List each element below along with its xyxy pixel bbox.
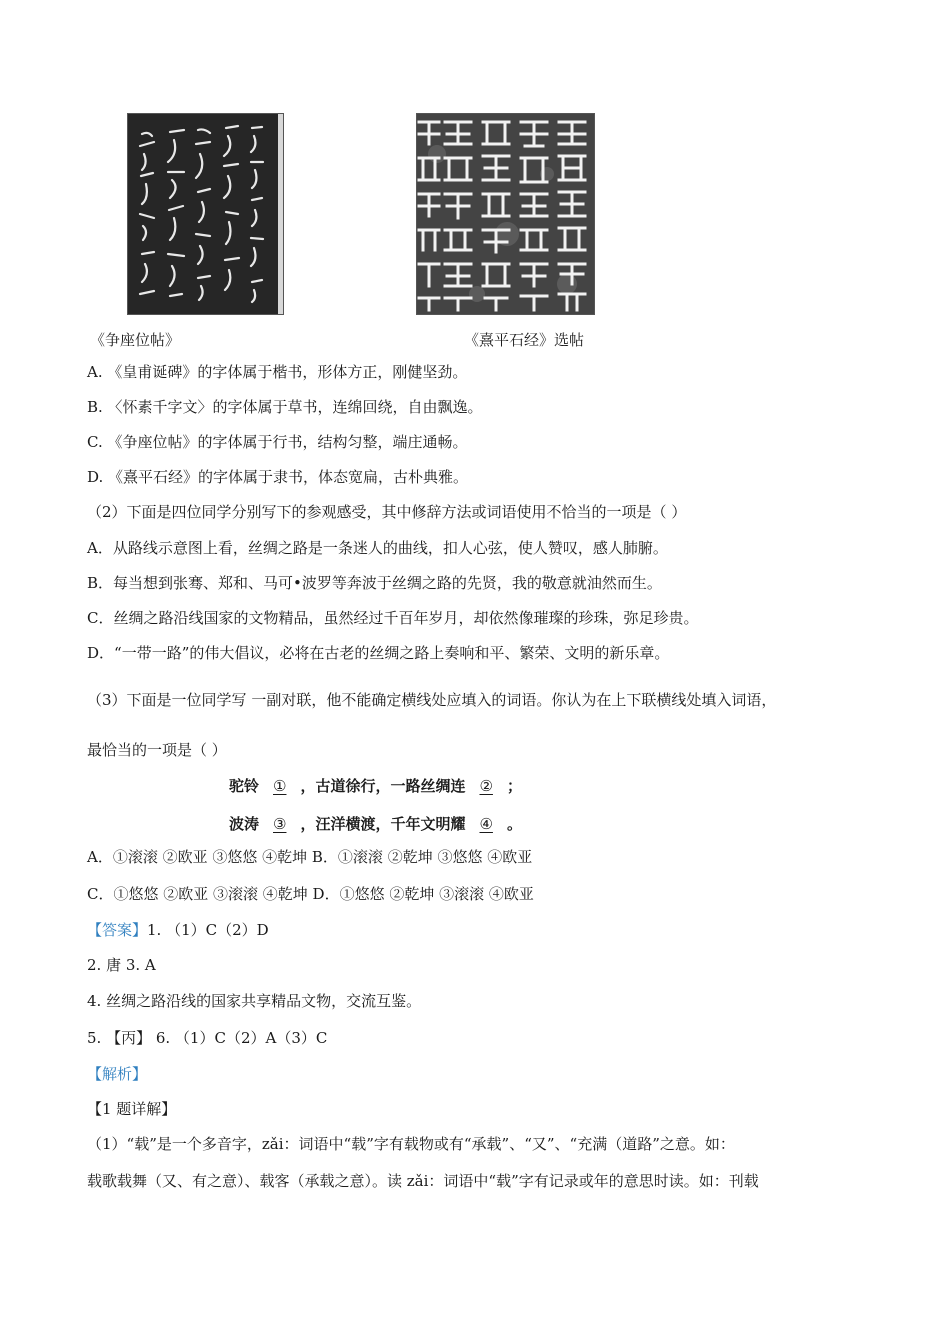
couplet-lower-line xyxy=(229,813,522,834)
q2-option-a: A．从路线示意图上看，丝绸之路是一条迷人的曲线，扣人心弦，使人赞叹，感人肺腑。 xyxy=(87,539,668,557)
calligraphy-image-zhengzuowei xyxy=(127,113,284,315)
analysis-label: 【解析】 xyxy=(87,1065,148,1083)
q1-option-b: B. 〈怀素千字文〉的字体属于草书，连绵回绕，自由飘逸。 xyxy=(87,398,483,416)
couplet-lower-part3: 。 xyxy=(506,815,522,833)
q3-stem-line2: 最恰当的一项是（ ） xyxy=(87,741,227,759)
answer-label: 【答案】 xyxy=(87,921,148,939)
answer-line4: 5. 【丙】 6. （1）C（2）A（3）C xyxy=(87,1029,328,1047)
couplet-upper-line xyxy=(229,775,522,796)
q2-option-d: D．“一带一路”的伟大倡议，必将在古老的丝绸之路上奏响和平、繁荣、文明的新乐章。 xyxy=(87,644,670,662)
couplet-upper-part3: ； xyxy=(506,777,522,795)
couplet-blank-4: ④ xyxy=(479,815,493,833)
figure-caption-left: 《争座位帖》 xyxy=(90,331,181,349)
couplet-blank-2: ② xyxy=(479,777,493,795)
couplet-blank-1: ① xyxy=(273,777,287,795)
q1-option-d: D. 《熹平石经》的字体属于隶书，体态宽扁，古朴典雅。 xyxy=(87,468,469,486)
analysis-title: 【1 题详解】 xyxy=(87,1100,177,1118)
q3-options-row2: C．①悠悠 ②欧亚 ③滚滚 ④乾坤 D．①悠悠 ②乾坤 ③滚滚 ④欧亚 xyxy=(87,885,534,903)
analysis-paragraph-line1: （1）“载”是一个多音字，zǎi：词语中“载”字有载物或有“承载”、“又”、“充满（道路”之意。如： xyxy=(87,1135,735,1153)
q1-option-c: C. 《争座位帖》的字体属于行书，结构匀整，端庄通畅。 xyxy=(87,433,468,451)
couplet-upper-part1: 驼铃 xyxy=(229,777,260,795)
couplet-lower-part1: 波涛 xyxy=(229,815,260,833)
answer-line2: 2. 唐 3. A xyxy=(87,956,156,974)
analysis-paragraph-line2: 载歌载舞（又、有之意）、载客（承载之意）。读 zǎi：词语中“载”字有记录或年的意思时读。如：刊载 xyxy=(87,1172,759,1190)
answer-text-1: 1. （1）C（2）D xyxy=(147,921,269,939)
couplet-lower-part2: ，汪洋横渡，千年文明耀 xyxy=(300,815,466,833)
calligraphy-strokes-right xyxy=(417,114,594,314)
q1-option-a: A. 《皇甫诞碑》的字体属于楷书，形体方正，刚健坚劲。 xyxy=(87,363,468,381)
q2-stem: （2）下面是四位同学分别写下的参观感受，其中修辞方法或词语使用不恰当的一项是（ ） xyxy=(87,503,687,521)
q2-option-b: B．每当想到张骞、郑和、马可•波罗等奔波于丝绸之路的先贤，我的敬意就油然而生。 xyxy=(87,574,662,592)
q3-stem-line1: （3）下面是一位同学写 一副对联，他不能确定横线处应填入的词语。你认为在上下联横线处填入词语， xyxy=(87,691,777,709)
answer-line1 xyxy=(87,920,269,940)
figure-caption-right: 《熹平石经》选帖 xyxy=(464,331,585,349)
couplet-blank-3: ③ xyxy=(273,815,287,833)
answer-line3: 4. 丝绸之路沿线的国家共享精品文物，交流互鉴。 xyxy=(87,992,422,1010)
q3-options-row1: A．①滚滚 ②欧亚 ③悠悠 ④乾坤 B．①滚滚 ②乾坤 ③悠悠 ④欧亚 xyxy=(87,848,533,866)
calligraphy-strokes-left xyxy=(128,114,283,314)
calligraphy-image-xiping-stone-classics xyxy=(416,113,595,315)
couplet-upper-part2: ，古道徐行，一路丝绸连 xyxy=(300,777,466,795)
q2-option-c: C．丝绸之路沿线国家的文物精品，虽然经过千百年岁月，却依然像璀璨的珍珠，弥足珍贵。 xyxy=(87,609,699,627)
